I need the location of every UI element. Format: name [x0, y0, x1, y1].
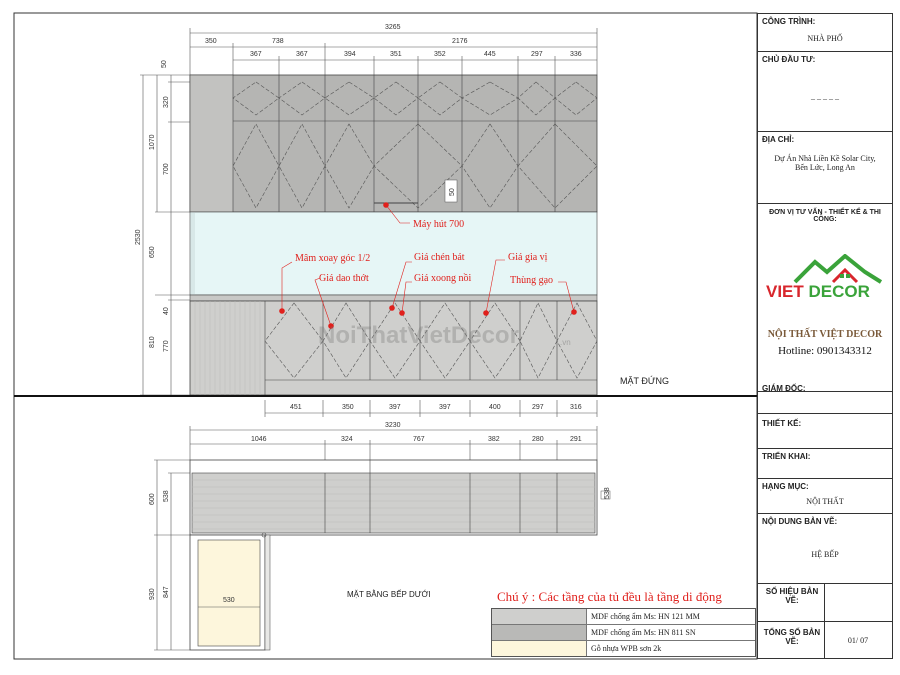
tb-total: [758, 622, 892, 658]
annotation-spice-rack: Giá gia vị: [508, 252, 548, 263]
dim-top-sub: 367: [296, 51, 308, 58]
dim-left: 320: [163, 96, 170, 108]
dim-left: 2530: [135, 229, 142, 245]
annotation-carousel: Mâm xoay góc 1/2: [295, 253, 371, 264]
material-legend: [491, 608, 756, 657]
dim-plan-left: 600: [149, 493, 156, 505]
countertop: [190, 295, 597, 301]
dim-top-total: 3265: [385, 24, 401, 31]
legend-swatch: [492, 609, 587, 624]
logo-text: [766, 282, 870, 302]
dim-left: 810: [149, 336, 156, 348]
tb-design: [758, 414, 892, 449]
tb-category-value: NỘI THẤT: [806, 497, 844, 506]
hotline: Hotline: 0901343312: [778, 345, 872, 357]
legend-swatch: [492, 625, 587, 640]
tb-sheet-no: [758, 584, 892, 622]
dim-hood-gap: 50: [449, 188, 456, 196]
upper-cabinets: [190, 75, 597, 212]
tb-director-label: GIÁM ĐỐC:: [762, 384, 806, 393]
note-text: Chú ý : Các tầng của tủ đều là tầng di động: [497, 589, 722, 604]
dim-top-sub: 352: [434, 51, 446, 58]
dim-top-sub: 351: [390, 51, 402, 58]
annotation-hood: Máy hút 700: [413, 219, 465, 230]
company-name: NỘI THẤT VIỆT DECOR: [767, 329, 883, 340]
tb-content: [758, 514, 892, 584]
tb-address: [758, 132, 892, 204]
tb-deploy: [758, 449, 892, 479]
annotation-pot-rack: Giá xoong nồi: [414, 273, 472, 284]
dim-plan-left: 847: [163, 586, 170, 598]
tb-project-value: NHÀ PHỐ: [807, 34, 843, 43]
tb-content-value: HỆ BẾP: [811, 550, 839, 559]
legend-label: Gỗ nhựa WPB sơn 2k: [591, 644, 662, 653]
dim-bottom: 350: [342, 404, 354, 411]
dim-plan-sub: 382: [488, 436, 500, 443]
tb-consultant-label: ĐƠN VỊ TƯ VẤN - THIẾT KẾ & THI CÔNG:: [769, 209, 881, 223]
legend-row: [492, 641, 755, 657]
dim-top-seg: 350: [205, 38, 217, 45]
dim-top-seg: 738: [272, 38, 284, 45]
dim-plan-inner: 530: [223, 597, 235, 604]
dim-bottom: 400: [489, 404, 501, 411]
tb-address-label: ĐỊA CHỈ:: [762, 135, 795, 144]
tb-owner-value: _ _ _ _ _: [811, 92, 839, 101]
title-block: [757, 13, 893, 659]
dim-left: 1070: [149, 134, 156, 150]
legend-swatch: [492, 641, 587, 656]
dim-plan-total: 3230: [385, 422, 401, 429]
dim-top-sub: 394: [344, 51, 356, 58]
dim-left: 700: [163, 163, 170, 175]
tb-sheet-no-label: SỐ HIỆU BẢN VẼ:: [765, 587, 819, 605]
plan-left-dimensions: [154, 460, 190, 650]
dim-plan-left: 930: [149, 588, 156, 600]
dim-plan-right: 538: [604, 487, 611, 499]
tb-content-label: NỘI DUNG BẢN VẼ:: [762, 517, 838, 526]
tb-project-label: CÔNG TRÌNH:: [762, 17, 816, 26]
plan-view-label: MẶT BẰNG BẾP DƯỚI: [347, 590, 431, 599]
dim-plan-sub: 280: [532, 436, 544, 443]
dim-left: 770: [163, 340, 170, 352]
dim-bottom: 451: [290, 404, 302, 411]
dim-plan-sub: 291: [570, 436, 582, 443]
dim-left: 650: [149, 246, 156, 258]
dim-top-sub: 445: [484, 51, 496, 58]
dim-plan-sub: 324: [341, 436, 353, 443]
tb-project: [758, 14, 892, 52]
tb-consultant: [758, 204, 892, 392]
annotation-dish-rack: Giá chén bát: [414, 252, 465, 263]
legend-label: MDF chống ẩm Ms: HN 811 SN: [591, 628, 696, 637]
logo-decor: DECOR: [808, 282, 870, 301]
watermark: NoiThatVietDecor: [318, 322, 519, 349]
dim-top-seg: 2176: [452, 38, 468, 45]
tb-owner-label: CHỦ ĐẦU TƯ:: [762, 55, 816, 64]
annotation-rice-bin: Thùng gạo: [510, 275, 554, 286]
dim-plan-sub: 1046: [251, 436, 267, 443]
tb-total-value: 01/ 07: [847, 636, 869, 645]
tb-category-label: HẠNG MỤC:: [762, 482, 809, 491]
plan-top-dimensions: [190, 426, 597, 460]
bottom-dimensions: [265, 400, 597, 417]
dim-left: 40: [163, 307, 170, 315]
dim-top-sub: 367: [250, 51, 262, 58]
dim-plan-left: 538: [163, 490, 170, 502]
tb-director: [758, 379, 892, 414]
legend-row: [492, 625, 755, 641]
dim-bottom: 316: [570, 404, 582, 411]
legend-label: MDF chống ẩm Ms: HN 121 MM: [591, 612, 700, 621]
tb-address-value: Dự Án Nhà Liền Kề Solar City, Bến Lức, Long An: [774, 154, 876, 172]
tb-owner: [758, 52, 892, 132]
dim-left: 50: [161, 60, 168, 68]
tb-category: [758, 479, 892, 514]
legend-row: [492, 609, 755, 625]
dim-top-sub: 336: [570, 51, 582, 58]
tb-deploy-label: TRIỂN KHAI:: [762, 452, 811, 461]
tb-total-label: TỔNG SỐ BẢN VẼ:: [763, 628, 821, 646]
elevation-view-label: MẶT ĐỨNG: [620, 376, 670, 386]
annotation-knife-rack: Giá dao thớt: [319, 273, 369, 284]
dim-top-sub: 297: [531, 51, 543, 58]
tb-design-label: THIẾT KẾ:: [762, 419, 802, 428]
logo-viet: VIET: [766, 282, 804, 301]
dim-bottom: 297: [532, 404, 544, 411]
dim-plan-sub: 767: [413, 436, 425, 443]
watermark-suffix: .vn: [560, 338, 571, 347]
dim-bottom: 397: [389, 404, 401, 411]
dim-bottom: 397: [439, 404, 451, 411]
